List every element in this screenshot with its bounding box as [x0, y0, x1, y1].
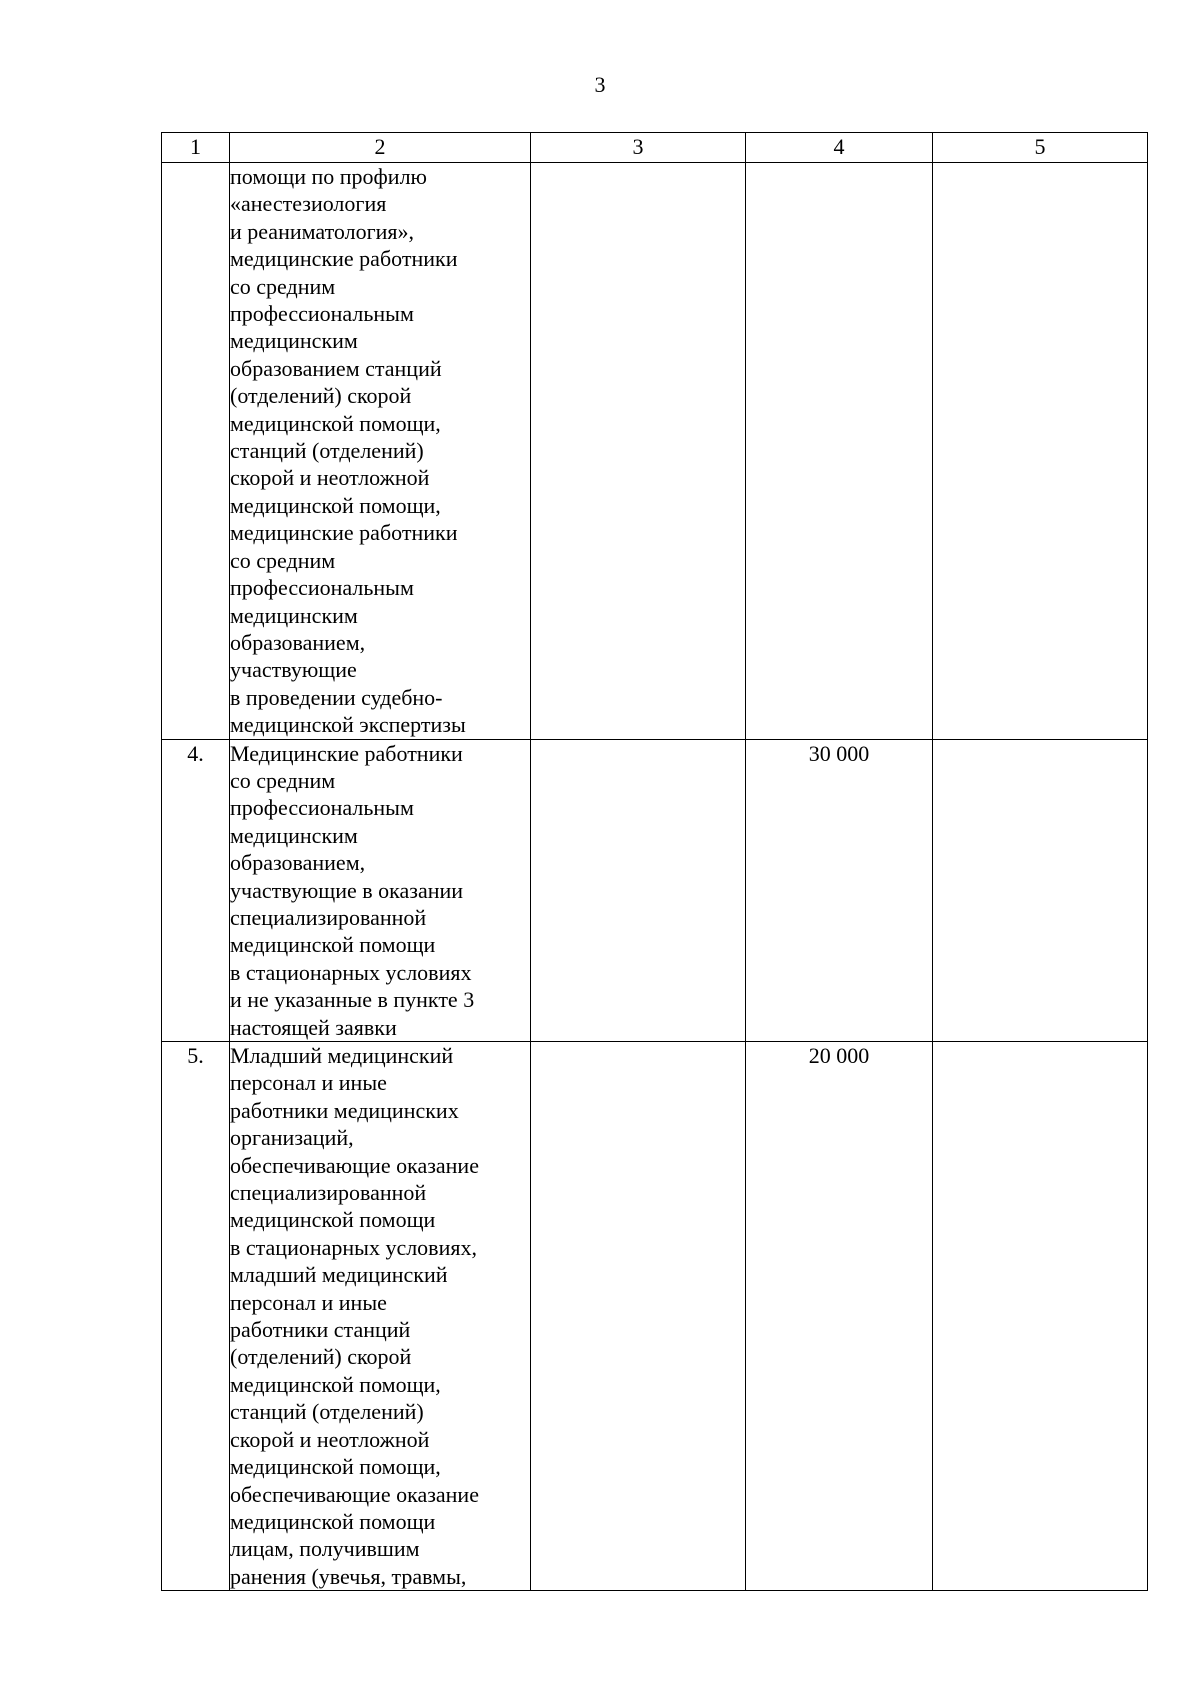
- header-cell-5: 5: [933, 133, 1148, 163]
- col5-cell: [933, 163, 1148, 740]
- col4-cell: [746, 163, 933, 740]
- description-line: медицинским: [230, 328, 358, 354]
- col5-cell: [933, 739, 1148, 1041]
- header-row: [162, 133, 1148, 163]
- description-line: медицинской помощи: [230, 932, 436, 958]
- description-line: (отделений) скорой: [230, 1344, 412, 1370]
- row-number-cell: 5.: [162, 1042, 230, 1591]
- description-line: образованием,: [230, 850, 366, 876]
- description-line: профессиональным: [230, 301, 414, 327]
- description-line: медицинской помощи,: [230, 492, 441, 518]
- page-number: 3: [594, 72, 606, 97]
- description-line: (отделений) скорой: [230, 383, 412, 409]
- description-line: скорой и неотложной: [230, 465, 430, 491]
- description-line: станций (отделений): [230, 438, 424, 464]
- header-cell-1: 1: [162, 133, 230, 163]
- description-line: медицинской помощи,: [230, 1454, 441, 1480]
- description-cell: [230, 163, 531, 740]
- table-row: [162, 1042, 1148, 1591]
- requirements-table: [161, 132, 1148, 1591]
- description-line: работники станций: [230, 1317, 411, 1343]
- description-line: помощи по профилю: [230, 164, 427, 189]
- description-line: обеспечивающие оказание: [230, 1481, 479, 1507]
- col3-cell: [531, 163, 746, 740]
- description-line: медицинским: [230, 822, 358, 848]
- description-line: медицинским: [230, 602, 358, 628]
- description-line: Медицинские работники: [230, 740, 463, 766]
- table-row: [162, 739, 1148, 1041]
- description-line: медицинской экспертизы: [230, 712, 466, 738]
- description-line: медицинской помощи,: [230, 410, 441, 436]
- description-line: медицинской помощи: [230, 1508, 436, 1534]
- description-line: участвующие в оказании: [230, 877, 464, 903]
- description-line: специализированной: [230, 1180, 427, 1206]
- description-line: участвующие: [230, 657, 357, 683]
- description-line: профессиональным: [230, 795, 414, 821]
- col3-cell: [531, 1042, 746, 1591]
- description-line: скорой и неотложной: [230, 1426, 430, 1452]
- description-line: обеспечивающие оказание: [230, 1152, 479, 1178]
- table-body: [162, 163, 1148, 1591]
- description-line: Младший медицинский: [230, 1043, 454, 1068]
- description-line: младший медицинский: [230, 1262, 448, 1288]
- description-line: персонал и иные: [230, 1070, 387, 1096]
- description-line: медицинские работники: [230, 246, 458, 272]
- description-line: образованием,: [230, 629, 366, 655]
- header-cell-3: 3: [531, 133, 746, 163]
- description-line: и реаниматология»,: [230, 218, 415, 244]
- header-cell-2: 2: [230, 133, 531, 163]
- description-line: настоящей заявки: [230, 1014, 397, 1040]
- description-line: в стационарных условиях,: [230, 1234, 477, 1260]
- col4-cell: 30 000: [746, 739, 933, 1041]
- description-line: организаций,: [230, 1125, 354, 1151]
- col3-cell: [531, 739, 746, 1041]
- description-line: в проведении судебно-: [230, 684, 443, 710]
- row-number-cell: 4.: [162, 739, 230, 1041]
- description-line: специализированной: [230, 904, 427, 930]
- description-line: персонал и иные: [230, 1289, 387, 1315]
- description-line: со средним: [230, 547, 336, 573]
- description-line: медицинской помощи,: [230, 1371, 441, 1397]
- description-cell: [230, 739, 531, 1041]
- row-number-cell: [162, 163, 230, 740]
- description-line: в стационарных условиях: [230, 959, 472, 985]
- description-line: профессиональным: [230, 575, 414, 601]
- description-line: и не указанные в пункте 3: [230, 987, 475, 1013]
- col5-cell: [933, 1042, 1148, 1591]
- table-row: [162, 163, 1148, 740]
- description-line: образованием станций: [230, 355, 442, 381]
- col4-cell: 20 000: [746, 1042, 933, 1591]
- header-cell-4: 4: [746, 133, 933, 163]
- description-line: ранения (увечья, травмы,: [230, 1563, 467, 1589]
- description-line: работники медицинских: [230, 1097, 459, 1123]
- description-line: станций (отделений): [230, 1399, 424, 1425]
- description-line: со средним: [230, 273, 336, 299]
- description-line: «анестезиология: [230, 191, 387, 217]
- description-line: медицинской помощи: [230, 1207, 436, 1233]
- description-line: со средним: [230, 767, 336, 793]
- description-line: лицам, получившим: [230, 1536, 420, 1562]
- description-line: медицинские работники: [230, 520, 458, 546]
- description-cell: [230, 1042, 531, 1591]
